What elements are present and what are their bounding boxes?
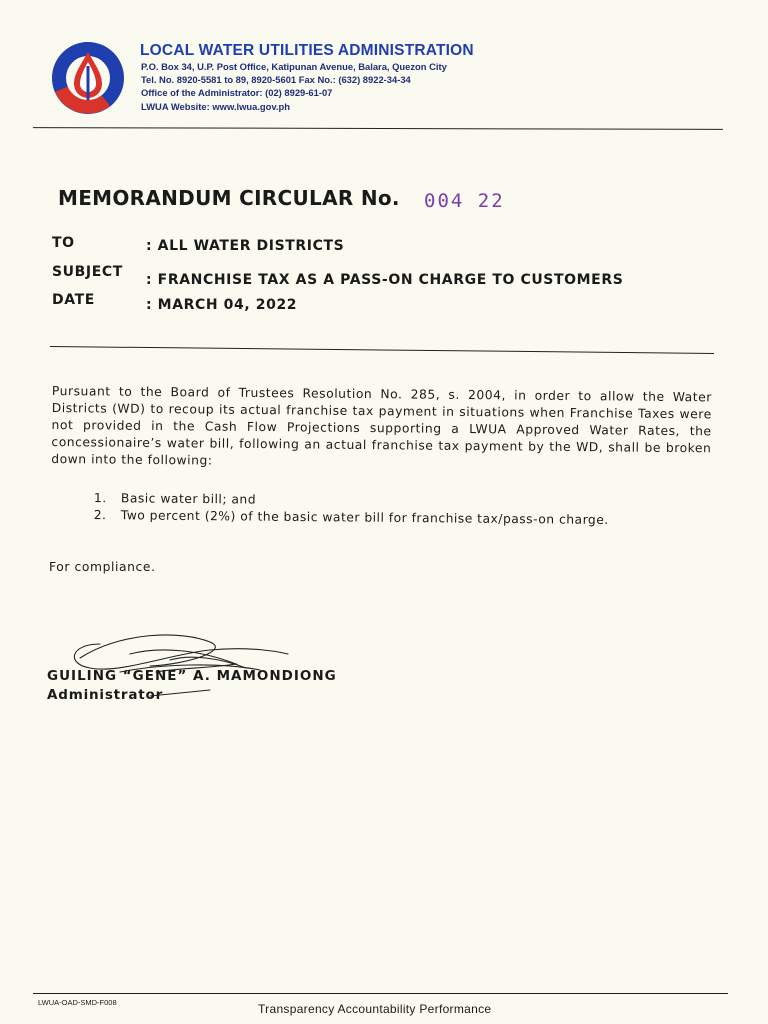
memo-header-divider <box>50 346 714 354</box>
body-paragraph: Pursuant to the Board of Trustees Resolution No. 285, s. 2004, in order to allow the Water Districts (WD) to recoup its actual franchise tax payment in situations when Franchise Taxes were not provided in the Cash Flow Projections supporting a LWUA Approved Water Rates, the concessionaire’s water bill, following an actual franchise tax payment by the WD, shall be broken down into the following: <box>51 383 712 468</box>
header-divider <box>33 127 723 130</box>
date-value: : MARCH 04, 2022 <box>146 297 298 313</box>
signatory-title: Administrator <box>47 687 164 703</box>
address-line: P.O. Box 34, U.P. Post Office, Katipunan Avenue, Balara, Quezon City <box>141 61 447 72</box>
organization-contact-block <box>141 60 447 113</box>
footer-tagline: Transparency Accountability Performance <box>258 1002 492 1016</box>
list-item-number: 1. <box>93 490 107 506</box>
to-label: TO <box>52 235 75 251</box>
subject-value: : FRANCHISE TAX AS A PASS-ON CHARGE TO CUSTOMERS <box>146 272 624 288</box>
list-item-number: 2. <box>93 507 107 523</box>
closing-line: For compliance. <box>49 560 156 574</box>
memo-title: MEMORANDUM CIRCULAR No. <box>58 186 400 210</box>
phone-line: Tel. No. 8920-5581 to 89, 8920-5601 Fax No.: (632) 8922-34-34 <box>141 74 411 86</box>
signatory-name: GUILING “GENE” A. MAMONDIONG <box>47 668 337 684</box>
footer-divider <box>33 993 728 994</box>
subject-label: SUBJECT <box>52 264 123 280</box>
to-value: : ALL WATER DISTRICTS <box>146 238 345 254</box>
list-item-text: Basic water bill; and <box>120 491 257 507</box>
office-line: Office of the Administrator: (02) 8929-61-07 <box>141 87 333 99</box>
date-label: DATE <box>52 292 95 308</box>
list-item-text: Two percent (2%) of the basic water bill for franchise tax/pass-on charge. <box>120 508 609 527</box>
lwua-logo-icon <box>50 40 126 116</box>
memo-number-stamp: 004 22 <box>424 190 505 212</box>
form-code: LWUA-OAD-SMD-F008 <box>38 998 117 1007</box>
breakdown-list <box>94 490 694 530</box>
organization-name: LOCAL WATER UTILITIES ADMINISTRATION <box>140 42 474 59</box>
website-line: LWUA Website: www.lwua.gov.ph <box>141 100 290 112</box>
